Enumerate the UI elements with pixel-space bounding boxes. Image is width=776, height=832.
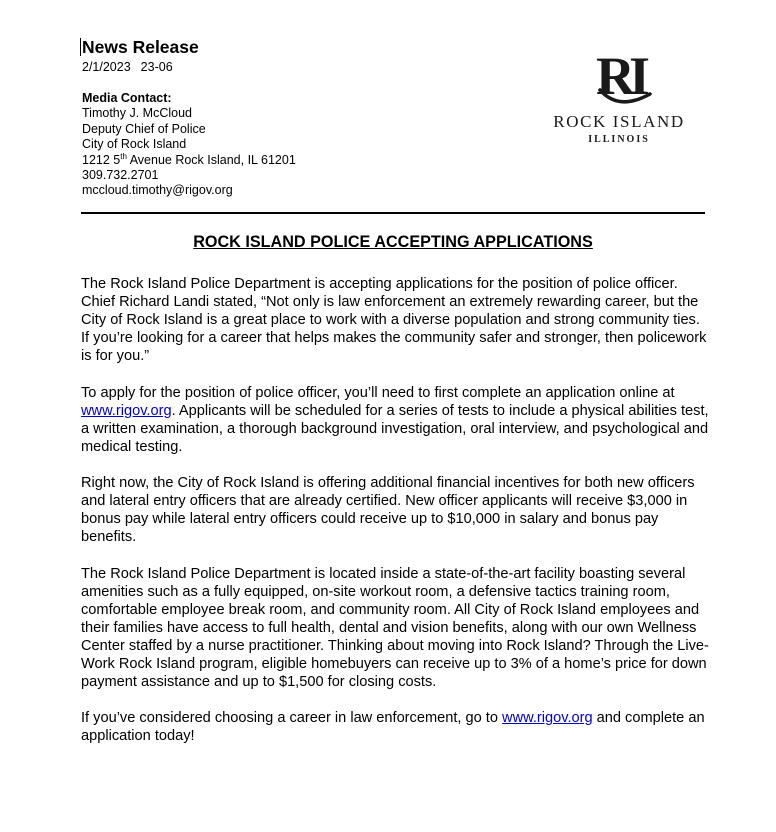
- logo-state-name: ILLINOIS: [588, 134, 650, 145]
- address-rest: Avenue Rock Island, IL 61201: [126, 152, 296, 167]
- press-headline: ROCK ISLAND POLICE ACCEPTING APPLICATIONS: [193, 233, 593, 251]
- logo-city-name: ROCK ISLAND: [553, 112, 685, 131]
- rigov-link-closing[interactable]: www.rigov.org: [502, 710, 593, 727]
- press-body: [81, 275, 711, 764]
- paragraph-2-text-start: To apply for the position of police officer, you’ll need to first complete an application online at: [81, 384, 675, 401]
- release-title: News Release: [82, 37, 199, 57]
- header-divider: [81, 212, 705, 214]
- paragraph-2-text-end: . Applicants will be scheduled for a series of tests to include a physical abilities test, a written examination, a thorough background investigation, oral interview, and psychological and medical testing.: [81, 402, 709, 455]
- media-contact-label: Media Contact:: [82, 91, 172, 105]
- rigov-link[interactable]: www.rigov.org: [81, 402, 172, 419]
- address-street-number: 1212 5: [82, 152, 121, 167]
- contact-phone: 309.732.2701: [82, 168, 159, 183]
- contact-address: [82, 153, 502, 168]
- contact-name: Timothy J. McCloud: [82, 106, 192, 121]
- media-contact: [82, 91, 502, 199]
- release-meta: [82, 59, 502, 75]
- logo-monogram: RI: [595, 46, 645, 106]
- contact-organization: City of Rock Island: [82, 137, 187, 152]
- release-header: [82, 37, 502, 199]
- contact-role: Deputy Chief of Police: [82, 121, 206, 136]
- paragraph-3: Right now, the City of Rock Island is offering additional financial incentives for both new officers and lateral entry officers that are already certified. New officer applicants will receive $3,000 in bonus pay while lateral entry officers could receive up to $10,000 in salary and bonus pay benefits.: [81, 475, 695, 546]
- rock-island-logo: [530, 44, 710, 148]
- paragraph-5-text-start: If you’ve considered choosing a career in law enforcement, go to: [81, 710, 503, 727]
- rock-island-monogram-icon: [530, 44, 708, 110]
- release-date: 2/1/2023: [82, 60, 131, 74]
- paragraph-4: The Rock Island Police Department is located inside a state-of-the-art facility boasting several amenities such as a fully equipped, on-site workout room, a defensive tactics training room, comfortable employee break room, and community room. All City of Rock Island employees and their families have access to full health, dental and vision benefits, along with our own Wellness Center staffed by a nurse practitioner. Thinking about moving into Rock Island? Through the Live-Work Rock Island program, eligible homebuyers can receive up to 3% of a home’s price for down payment assistance and up to $1,500 for closing costs.: [81, 565, 709, 691]
- text-cursor: [80, 38, 81, 56]
- address-ordinal: th: [120, 151, 127, 161]
- release-number: 23-06: [140, 60, 173, 74]
- paragraph-5: [81, 709, 711, 745]
- paragraph-2: [81, 384, 711, 456]
- contact-email: mccloud.timothy@rigov.org: [82, 183, 233, 198]
- paragraph-1: The Rock Island Police Department is accepting applications for the position of police officer. Chief Richard Landi stated, “Not only is law enforcement an extremely rewarding career, but the City of Rock Island is a great place to work with a diverse population and strong community ties. If you’re looking for a career that helps makes the community safer and stronger, then policework is for you.”: [81, 276, 707, 365]
- paragraph-5-text-end: and complete an application today!: [81, 710, 705, 745]
